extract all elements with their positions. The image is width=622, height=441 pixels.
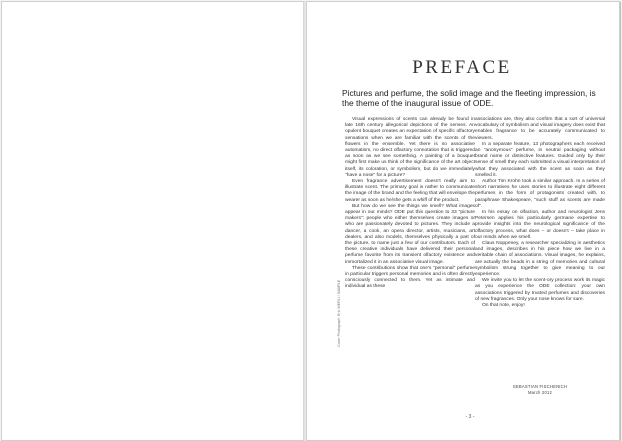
page-title: PREFACE bbox=[412, 57, 512, 78]
signature-date: March 2012 bbox=[527, 390, 553, 395]
body-paragraph: Claus Noppeney, a researcher specializing in aesthetics and images, describes in his piece how we live in a veritable chain of associations. Visual images, he explains, are actually the beads in a string of memories and cultural symbolism strung together to give meaning to our experience. bbox=[475, 241, 605, 278]
left-page-blank bbox=[1, 1, 304, 441]
body-paragraph: On that note, enjoy! bbox=[482, 303, 525, 309]
body-paragraph: These contributions show that one's "personal" perfume in particular triggers personal memories and is often directly consciously connected to them. Yet as intimate and individual as these bbox=[345, 265, 475, 290]
body-column-left bbox=[345, 117, 475, 291]
signature-block bbox=[475, 384, 605, 396]
body-paragraph: associations are, they also confirm that a sort of universal vocabulary of symbolism and visual imagery does exist that enables fragrance to be accurately communicated to viewers. bbox=[475, 117, 605, 141]
body-paragraph: We invite you to let the scent-ory process work its magic as you experience the ODE collection: your own associations triggered by trusted perfumes and discoveries of new fragrances. Only your nose knows for sure. bbox=[475, 278, 605, 302]
photo-credit: Cover Photograph: Eric WERLI / SAMPLE bbox=[337, 279, 341, 347]
body-column-right bbox=[475, 117, 605, 309]
page-number: - 3 - bbox=[465, 414, 475, 420]
body-paragraph: Author Tim Krohn took a similar approach. In a series of short narratives he uses stories to illustrate eight different perfumes in the form of protagonists created with, to paraphrase Shakespeare, "such stuff as scents are made of". bbox=[475, 179, 605, 209]
body-paragraph: But how do we see the things we smell? What images appear in our minds? ODE put this question to 33 "picture makers": people who either themselves create images or who are passionately devoted to pictures. They include a dancer, a cook, an opera director, artists, musicians, art dealers, and also models, themselves physically a part of the picture, to name just a few of our contributors. Each of these creative individuals have delivered their personal perfume favorite from its transient olfactory existence and immortalized it in an associative visual image. bbox=[345, 203, 475, 265]
body-paragraph: In a separate feature, 13 photographers each received an "anonymous" perfume, in neutral packaging without brand name or distinctive features. Guided only by their sense of smell they each submitted a visual interpretation of what they associated with the scent as soon as they smelled it. bbox=[475, 141, 605, 178]
body-paragraph: Visual expressions of scents can already be found in late 16th century allegorical depictions of the senses. An opulent bouquet creates an expectation of specific olfactory sensations when we are familiar with the scents of the flowers in the ensemble. Yet there is no associative automatism, no direct olfactory connotation that is triggered as soon as we see something. A painting of a bouquet might first make us think of the significance of the art object itself, its coloration, or symbolism, but do we immediately "have a nose" for a picture? bbox=[345, 117, 475, 178]
lead-paragraph: Pictures and perfume, the solid image and the fleeting impression, is the theme of the inaugural issue of ODE. bbox=[342, 88, 596, 109]
body-paragraph: Even fragrance advertisement doesn't really aim to illustrate scent. The primary goal is rather to communicate the image of the brand and the feeling that will envelope the wearer as soon as he/she gets a whiff of the product. bbox=[345, 179, 475, 203]
body-paragraph: In his essay on olfaction, author and neurologist Jens Petersen applies his particularly germane expertise to provide insights into the neurological significance of the olfactory process, what does – or doesn't – take place in our minds when we smell. bbox=[475, 210, 605, 240]
signature-name: SEBASTIAN FISCHENICH bbox=[512, 384, 568, 389]
